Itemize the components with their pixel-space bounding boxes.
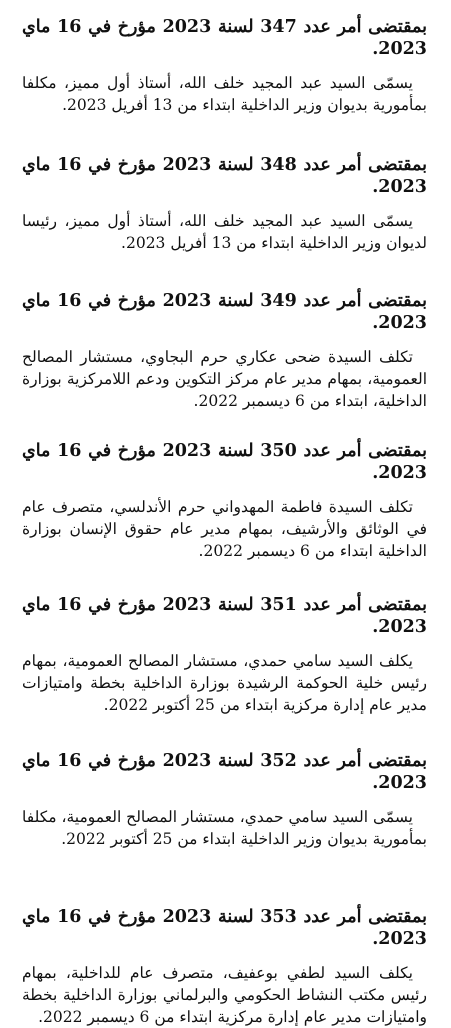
decree-entry bbox=[22, 154, 427, 254]
decree-body: يكلف السيد لطفي بوعفيف، متصرف عام للداخلية، بمهام رئيس مكتب النشاط الحكومي والبرلماني بوزارة الداخلية بخطة وامتيازات مدير عام إدارة مركزية ابتداء من 6 ديسمبر 2022. bbox=[22, 964, 427, 1026]
decree-body: تكلف السيدة ضحى عكاري حرم البجاوي، مستشار المصالح العمومية، بمهام مدير عام مركز التكوين ودعم اللامركزية بوزارة الداخلية، ابتداء من 6 ديسمبر 2022. bbox=[22, 348, 427, 410]
decree-entry bbox=[22, 906, 427, 1028]
decree-heading: بمقتضى أمر عدد 353 لسنة 2023 مؤرخ في 16 ماي 2023. bbox=[22, 907, 427, 949]
decree-heading: بمقتضى أمر عدد 351 لسنة 2023 مؤرخ في 16 ماي 2023. bbox=[22, 595, 427, 637]
decree-body: يسمّى السيد سامي حمدي، مستشار المصالح العمومية، مكلفا بمأمورية بديوان وزير الداخلية ابتداء من 25 أكتوبر 2022. bbox=[22, 808, 427, 848]
decree-entry bbox=[22, 594, 427, 716]
decree-entry bbox=[22, 750, 427, 850]
decree-entry bbox=[22, 440, 427, 562]
decree-heading: بمقتضى أمر عدد 352 لسنة 2023 مؤرخ في 16 ماي 2023. bbox=[22, 751, 427, 793]
decree-body: يسمّى السيد عبد المجيد خلف الله، أستاذ أول مميز، رئيسا لديوان وزير الداخلية ابتداء من 13 أفريل 2023. bbox=[22, 212, 427, 252]
decree-heading: بمقتضى أمر عدد 350 لسنة 2023 مؤرخ في 16 ماي 2023. bbox=[22, 441, 427, 483]
decree-entry bbox=[22, 290, 427, 412]
decree-body: يسمّى السيد عبد المجيد خلف الله، أستاذ أول مميز، مكلفا بمأمورية بديوان وزير الداخلية ابتداء من 13 أفريل 2023. bbox=[22, 74, 427, 114]
decree-entry bbox=[22, 16, 427, 116]
decree-heading: بمقتضى أمر عدد 348 لسنة 2023 مؤرخ في 16 ماي 2023. bbox=[22, 155, 427, 197]
decree-heading: بمقتضى أمر عدد 347 لسنة 2023 مؤرخ في 16 ماي 2023. bbox=[22, 17, 427, 59]
decree-body: تكلف السيدة فاطمة المهدواني حرم الأندلسي، متصرف عام في الوثائق والأرشيف، بمهام مدير عام حقوق الإنسان بوزارة الداخلية ابتداء من 6 ديسمبر 2022. bbox=[22, 498, 427, 560]
decree-heading: بمقتضى أمر عدد 349 لسنة 2023 مؤرخ في 16 ماي 2023. bbox=[22, 291, 427, 333]
decree-body: يكلف السيد سامي حمدي، مستشار المصالح العمومية، بمهام رئيس خلية الحوكمة الرشيدة بوزارة الداخلية بخطة وامتيازات مدير عام إدارة مركزية ابتداء من 25 أكتوبر 2022. bbox=[22, 652, 427, 714]
